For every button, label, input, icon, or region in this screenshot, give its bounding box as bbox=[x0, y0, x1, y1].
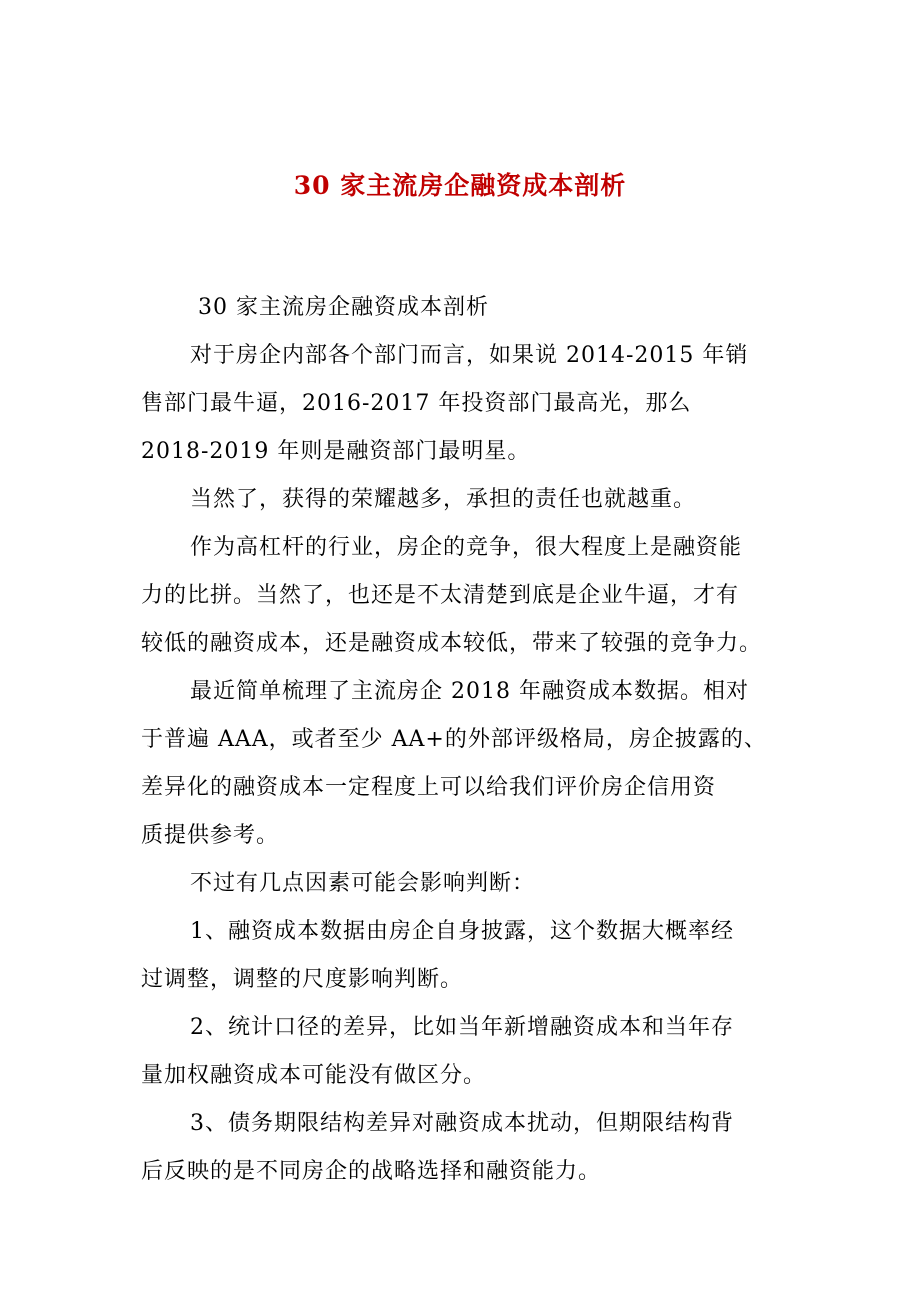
list-item-line: 3、债务期限结构差异对融资成本扰动，但期限结构背 bbox=[190, 1111, 734, 1136]
list-item-line: 后反映的是不同房企的战略选择和融资能力。 bbox=[141, 1159, 602, 1184]
list-item-line: 过调整，调整的尺度影响判断。 bbox=[141, 967, 464, 992]
paragraph-line: 不过有几点因素可能会影响判断： bbox=[190, 871, 536, 896]
paragraph-line: 对于房企内部各个部门而言，如果说 2014-2015 年销 bbox=[190, 343, 749, 368]
paragraph-line: 2018-2019 年则是融资部门最明星。 bbox=[141, 439, 531, 464]
subtitle-line: 30 家主流房企融资成本剖析 bbox=[198, 295, 489, 320]
paragraph-line: 力的比拼。当然了，也还是不太清楚到底是企业牛逼，才有 bbox=[141, 583, 740, 608]
document-body bbox=[141, 284, 791, 1196]
paragraph-line: 差异化的融资成本一定程度上可以给我们评价房企信用资 bbox=[141, 775, 717, 800]
paragraph-line: 质提供参考。 bbox=[141, 823, 280, 848]
paragraph-line: 于普遍 AAA，或者至少 AA+的外部评级格局，房企披露的、 bbox=[141, 727, 767, 752]
paragraph-line: 最近简单梳理了主流房企 2018 年融资成本数据。相对 bbox=[190, 679, 749, 704]
paragraph-line: 作为高杠杆的行业，房企的竞争，很大程度上是融资能 bbox=[190, 535, 743, 560]
paragraph-line: 较低的融资成本，还是融资成本较低，带来了较强的竞争力。 bbox=[141, 631, 763, 656]
list-item-line: 1、融资成本数据由房企自身披露，这个数据大概率经 bbox=[190, 919, 734, 944]
document-title: 30 家主流房企融资成本剖析 bbox=[293, 171, 627, 200]
paragraph-line: 当然了，获得的荣耀越多，承担的责任也就越重。 bbox=[190, 487, 697, 512]
list-item-line: 量加权融资成本可能没有做区分。 bbox=[141, 1063, 487, 1088]
list-item-line: 2、统计口径的差异，比如当年新增融资成本和当年存 bbox=[190, 1015, 734, 1040]
paragraph-line: 售部门最牛逼，2016-2017 年投资部门最高光，那么 bbox=[141, 391, 692, 416]
